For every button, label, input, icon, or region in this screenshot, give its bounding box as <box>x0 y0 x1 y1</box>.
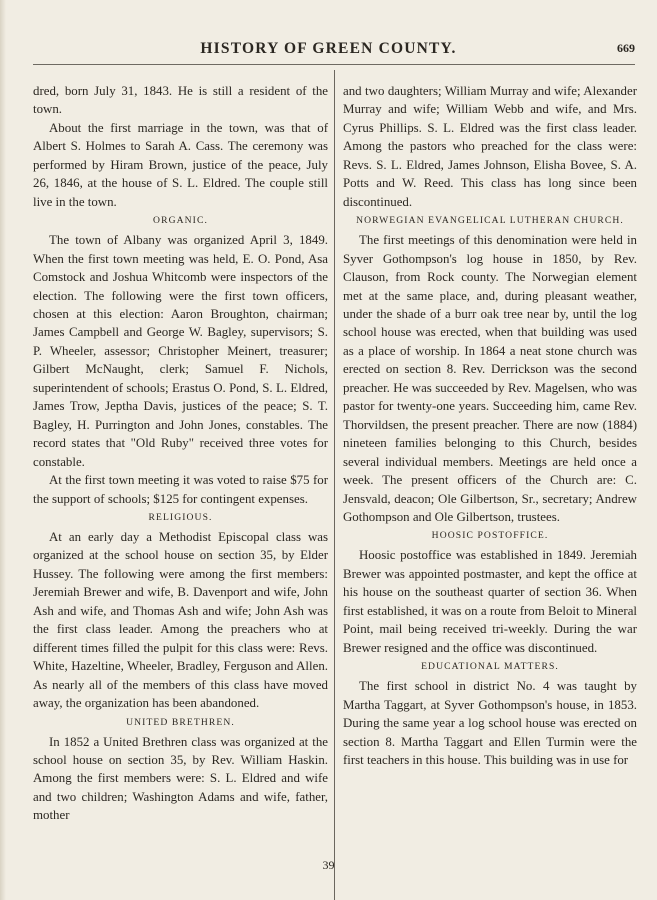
paragraph: About the first marriage in the town, was that of Albert S. Holmes to Sarah A. Cass. The ceremony was performed by Hiram Brown, justice of the peace, July 26, 1846, at the house of S. L. Eldred. The couple still live in the town. <box>33 120 328 209</box>
paragraph: In 1852 a United Brethren class was organized at the school house on section 35, by Rev. William Haskin. Among the first members were: S. L. Eldred and wife and two children; Washington Adams and wife, father, mother <box>33 734 328 823</box>
page-header <box>0 40 657 62</box>
paragraph: The town of Albany was organized April 3, 1849. When the first town meeting was held, E. O. Pond, Asa Comstock and Joshua Whitcomb were inspectors of the election. The following were the first town officers, chosen at this election: Aaron Broughton, chairman; James Campbell and George W. Bagley, supervisors; S. P. Wheeler, assessor; Christopher Meinert, treasurer; Gilbert McNaught, clerk; Samuel F. Nichols, superintendent of schools; Erastus O. Pond, S. L. Eldred, James Trow, Jeptha Davis, justices of the peace; S. T. Bagley, H. Purrington and John Jones, constables. The record states that "Old Ruby" received three votes for constable. <box>33 233 328 469</box>
paragraph: At an early day a Methodist Episcopal class was organized at the school house on section 35, by Elder Hussey. The following were among the first members: Jeremiah Brewer and wife, B. Davenport and wife, John Ash and wife, and Thomas Ash and wife; John Ash was the first class leader. Among the preachers who at different times filled the pulpit for this class were: Revs. White, Hazeltine, Wheeler, Bradley, Ferguson and Allen. As nearly all of the members of this class have moved away, the organization has been abandoned. <box>33 529 328 711</box>
left-column <box>33 82 328 825</box>
column-divider <box>334 70 335 900</box>
section-heading: NORWEGIAN EVANGELICAL LUTHERAN CHURCH. <box>356 215 624 227</box>
running-title: HISTORY OF GREEN COUNTY. <box>200 40 457 57</box>
paragraph: At the first town meeting it was voted to raise $75 for the support of schools; $125 for contingent expenses. <box>33 473 328 506</box>
section-heading: ORGANIC. <box>153 215 208 227</box>
binding-edge-shadow <box>0 0 6 900</box>
header-rule <box>33 64 635 65</box>
section-heading: UNITED BRETHREN. <box>126 716 235 728</box>
page-number: 669 <box>617 41 635 55</box>
paragraph: dred, born July 31, 1843. He is still a resident of the town. <box>33 84 328 117</box>
paragraph: The first school in district No. 4 was taught by Martha Taggart, at Syver Gothompson's house, in 1853. During the same year a log school house was erected on section 8. Martha Taggart and Ellen Turmin were the first teachers in this house. This building was in use for <box>343 679 637 767</box>
section-heading: EDUCATIONAL MATTERS. <box>421 661 559 673</box>
paragraph: and two daughters; William Murray and wife; Alexander Murray and wife; William Webb and wife, and Mrs. Cyrus Phillips. S. L. Eldred was the first class leader. Among the pastors who preached for the class were: Revs. S. L. Eldred, James Johnson, Elisha Bovee, S. A. Potts and W. Reed. This class has long since been discontinued. <box>343 84 637 209</box>
section-heading: HOOSIC POSTOFFICE. <box>431 530 549 542</box>
paragraph: Hoosic postoffice was established in 1849. Jeremiah Brewer was appointed postmaster, and kept the office at his house on the southeast quarter of section 36. When first established, it was on a route from Beloit to Mineral Point, mail being received tri-weekly. During the war Brewer resigned and the office was discontinued. <box>343 548 637 655</box>
section-heading: RELIGIOUS. <box>148 511 213 523</box>
signature-number: 39 <box>322 858 335 872</box>
paragraph: The first meetings of this denomination were held in Syver Gothompson's log house in 1850, by Rev. Clauson, from Rock county. The Norwegian element met at the same place, and, during pleasant weather, under the shade of a burr oak tree near by, until the log school house was erected, when that building was used as a place of worship. In 1864 a neat stone church was erected on section 8. Rev. Derrickson was the second preacher. He was succeeded by Rev. Magelsen, who was pastor for twenty-one years. Succeeding him, came Rev. Thorvildsen, the present preacher. There are now (1884) nineteen families belonging to this Church, besides several individual members. Meetings are held once a week. The present officers of the Church are: C. Jensvald, deacon; Ole Gilbertson, Sr., secretary; Andrew Gothompson and Ole Gilbertson, trustees. <box>343 233 637 524</box>
right-column <box>343 82 637 769</box>
